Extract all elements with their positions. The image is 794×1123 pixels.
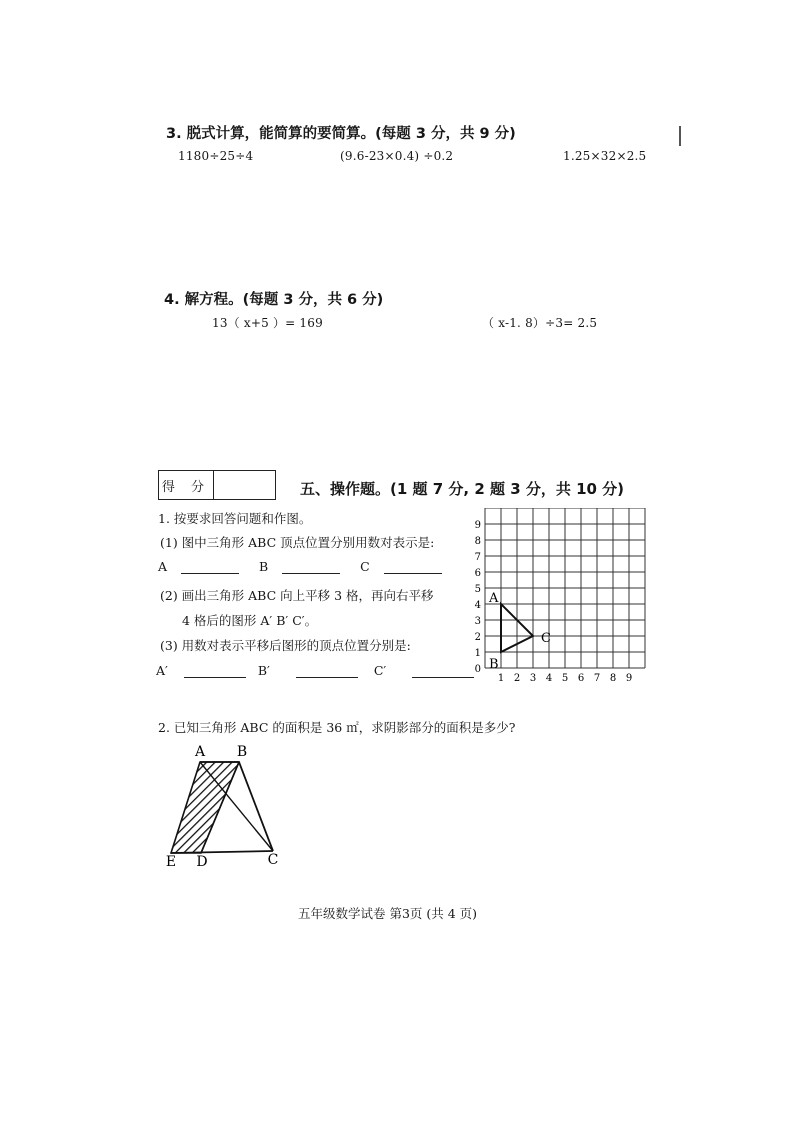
point-c-label: C [267, 852, 279, 868]
score-blank-cell [214, 471, 275, 499]
q1-answer-row-2 [156, 663, 474, 678]
y-tick-label: 1 [474, 648, 481, 659]
x-tick-label: 3 [529, 673, 537, 684]
shaded-parallelogram [171, 762, 239, 853]
q1-sub3: (3) 用数对表示平移后图形的顶点位置分别是: [160, 638, 411, 653]
y-tick-label: 9 [474, 520, 481, 531]
q2-question: 2. 已知三角形 ABC 的面积是 36 ㎡，求阴影部分的面积是多少? [158, 720, 516, 735]
vertex-label: C [541, 631, 551, 646]
label-a: A [158, 559, 168, 574]
answer-b-prime-blank[interactable] [296, 664, 358, 678]
y-tick-label: 3 [474, 616, 481, 627]
trapezoid-figure [160, 740, 300, 870]
page-footer: 五年级数学试卷 第3页 (共 4 页) [298, 906, 478, 921]
answer-c-blank[interactable] [384, 560, 442, 574]
label-b: B [259, 559, 269, 574]
y-tick-label: 5 [474, 584, 481, 595]
x-tick-label: 6 [577, 673, 585, 684]
section4-heading: 4. 解方程。(每题 3 分，共 6 分) [164, 292, 384, 308]
point-e-label: E [165, 854, 177, 870]
x-tick-label: 7 [593, 673, 601, 684]
section4-equation-2: （ x-1. 8）÷3= 2.5 [482, 316, 598, 330]
answer-a-prime-blank[interactable] [184, 664, 246, 678]
x-tick-label: 5 [561, 673, 569, 684]
section3-expression-2: (9.6-23×0.4) ÷0.2 [340, 149, 454, 163]
x-tick-label: 1 [497, 673, 505, 684]
x-tick-label: 8 [609, 673, 617, 684]
q1-sub2-line2: 4 格后的图形 A′ B′ C′。 [182, 613, 318, 628]
y-tick-label: 8 [474, 536, 481, 547]
q1-sub2-line1: (2) 画出三角形 ABC 向上平移 3 格，再向右平移 [160, 588, 434, 603]
answer-b-blank[interactable] [282, 560, 340, 574]
label-c: C [360, 559, 370, 574]
section3-heading: 3. 脱式计算，能简算的要简算。(每题 3 分，共 9 分) [166, 126, 516, 142]
x-tick-label: 2 [513, 673, 521, 684]
coordinate-grid [460, 508, 670, 688]
section3-expression-1: 1180÷25÷4 [178, 149, 254, 163]
point-d-label: D [196, 854, 208, 870]
point-b-label: B [236, 744, 248, 760]
label-a-prime: A′ [156, 663, 168, 678]
section3-expression-3: 1.25×32×2.5 [563, 149, 647, 163]
vertex-label: B [489, 657, 499, 672]
y-tick-label: 2 [474, 632, 481, 643]
y-tick-label: 7 [474, 552, 481, 563]
x-tick-label: 4 [545, 673, 553, 684]
part5-heading: 五、操作题。(1 题 7 分, 2 题 3 分，共 10 分) [300, 480, 625, 498]
x-tick-label: 9 [625, 673, 633, 684]
q1-title: 1. 按要求回答问题和作图。 [158, 511, 312, 526]
vertex-label: A [489, 591, 499, 606]
section4-equation-1: 13（ x+5 ）= 169 [212, 316, 323, 330]
y-tick-label: 4 [474, 600, 481, 611]
q1-sub1: (1) 图中三角形 ABC 顶点位置分别用数对表示是: [160, 535, 435, 550]
label-b-prime: B′ [257, 663, 270, 678]
answer-a-blank[interactable] [181, 560, 239, 574]
q1-answer-row-1 [158, 559, 442, 574]
score-box [158, 470, 276, 500]
y-tick-label: 0 [474, 664, 481, 675]
label-c-prime: C′ [373, 663, 387, 678]
y-tick-label: 6 [474, 568, 481, 579]
point-a-label: A [194, 744, 206, 760]
score-label: 得 分 [159, 471, 214, 499]
scan-mark [679, 126, 681, 146]
segment-bc [239, 762, 273, 851]
